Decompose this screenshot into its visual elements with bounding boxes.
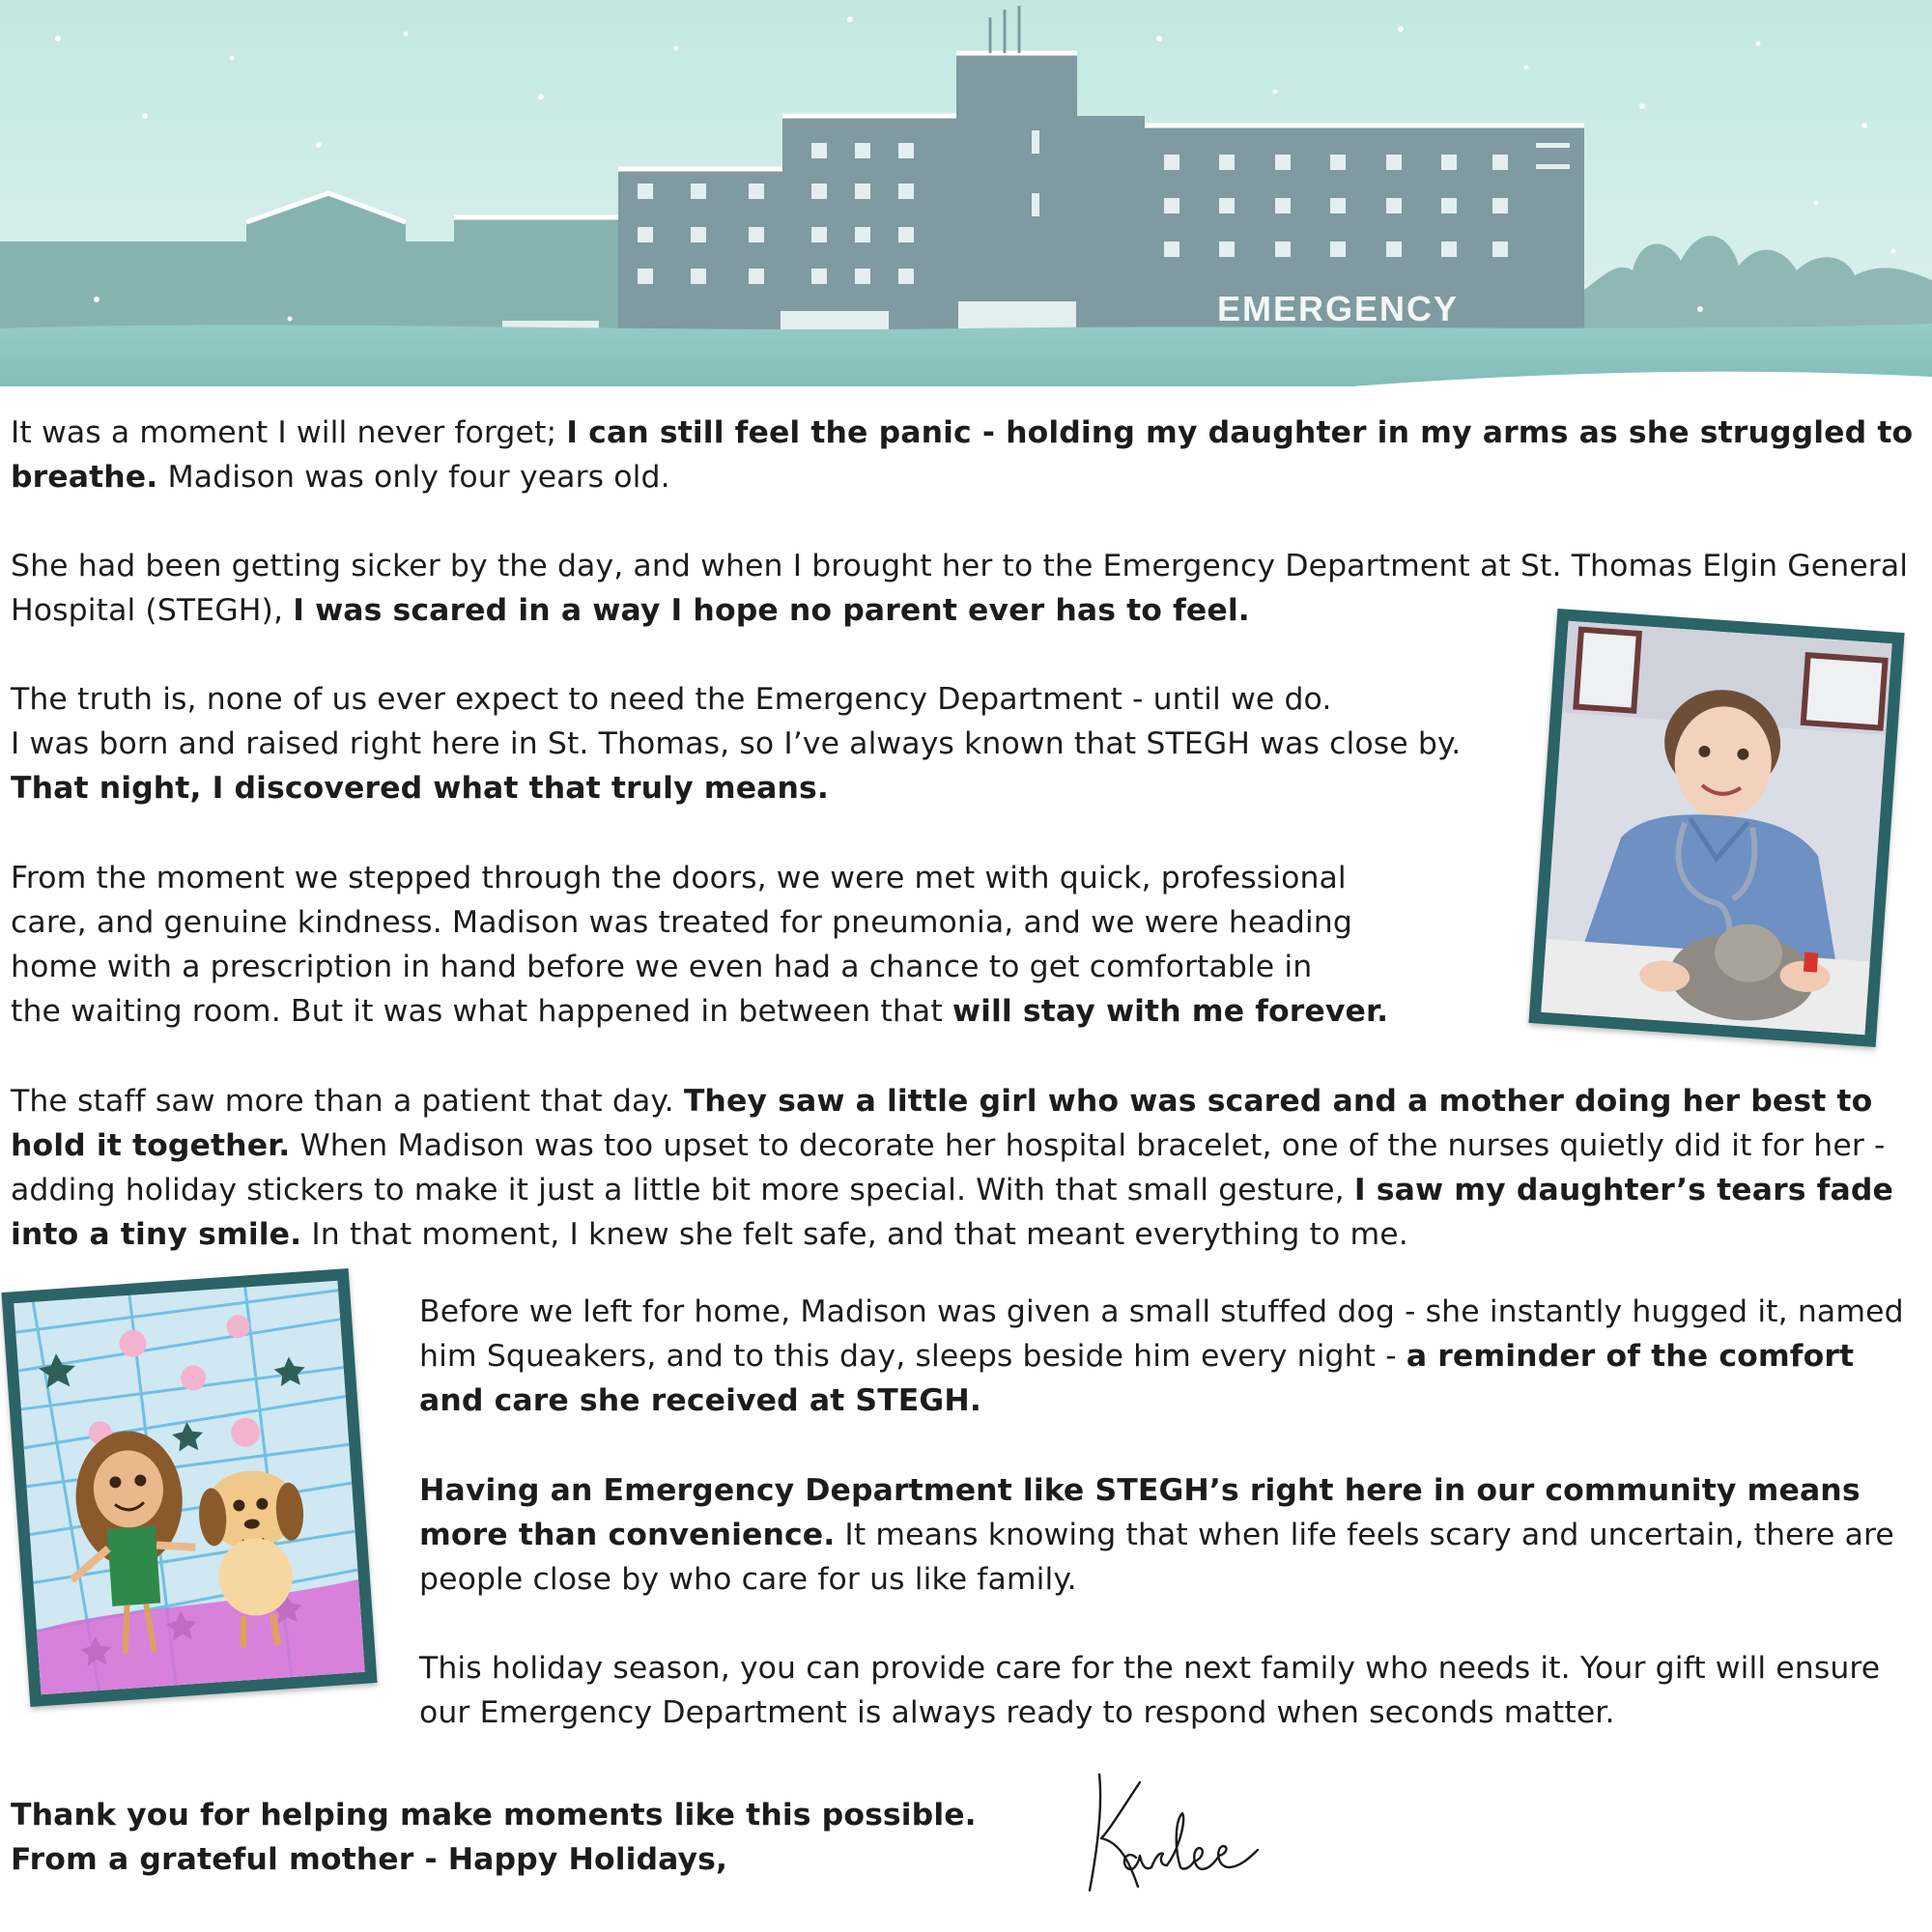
- paragraph-text: From the moment we stepped through the doors, we were met with quick, professional: [11, 861, 1347, 895]
- paragraph-text: The staff saw more than a patient that day.: [11, 1084, 684, 1119]
- story-paragraph-6: [419, 1290, 1918, 1423]
- hospital-illustration: [0, 0, 1932, 386]
- paragraph-text: care, and genuine kindness. Madison was treated for pneumonia, and we were heading: [11, 905, 1352, 940]
- paragraph-text: home with a prescription in hand before we even had a chance to get comfortable in: [11, 950, 1313, 984]
- paragraph-emphasis: That night, I discovered what that truly means.: [11, 771, 829, 806]
- story-paragraph-8: [419, 1646, 1918, 1735]
- signature-karlee: [1082, 1753, 1275, 1908]
- paragraph-text: It was a moment I will never forget;: [11, 415, 567, 450]
- child-drawing: [1, 1268, 377, 1707]
- emergency-sign: EMERGENCY: [1216, 289, 1460, 328]
- paragraph-emphasis: They saw a little girl who was scared and a mother doing her best to hold it together.: [11, 1084, 1873, 1163]
- paragraph-text: In that moment, I knew she felt safe, and that meant everything to me.: [301, 1217, 1408, 1252]
- paragraph-text: Madison was only four years old.: [157, 460, 670, 495]
- paragraph-text: It means knowing that when life feels scary and uncertain, there are people close by who care for us like family.: [419, 1518, 1894, 1597]
- madison-photo: [1528, 609, 1904, 1047]
- paragraph-text: This holiday season, you can provide care for the next family who needs it. Your gift will ensure our Emergency Department is always ready to respond when seconds matter.: [419, 1651, 1881, 1730]
- paragraph-emphasis: Having an Emergency Department like STEGH’s right here in our community means more than convenience.: [419, 1473, 1861, 1552]
- paragraph-emphasis: a reminder of the comfort and care she received at STEGH.: [419, 1339, 1855, 1418]
- story-paragraph-3: [11, 677, 1576, 810]
- paragraph-text: Before we left for home, Madison was given a small stuffed dog - she instantly hugged it, named him Squeakers, and to this day, sleeps beside him every night -: [419, 1294, 1904, 1374]
- drawing-illustration: [14, 1281, 365, 1694]
- paragraph-emphasis: will stay with me forever.: [952, 994, 1389, 1029]
- story-paragraph-5: [11, 1079, 1918, 1257]
- closing-line-2: From a grateful mother - Happy Holidays,: [11, 1842, 728, 1877]
- story-paragraph-4: [11, 856, 1537, 1034]
- child-photo-illustration: [1541, 621, 1892, 1035]
- paragraph-text: She had been getting sicker by the day, and when I brought her to the Emergency Department at St. Thomas Elgin General Hospital (STEGH),: [11, 549, 1909, 628]
- story-paragraph-1: [11, 411, 1918, 499]
- closing-text: [11, 1793, 1073, 1882]
- story-paragraph-7: [419, 1468, 1918, 1602]
- paragraph-emphasis: I saw my daughter’s tears fade into a tiny smile.: [11, 1173, 1893, 1252]
- paragraph-emphasis: I can still feel the panic - holding my daughter in my arms as she struggled to breathe.: [11, 415, 1914, 495]
- paragraph-text: I was born and raised right here in St. Thomas, so I’ve always known that STEGH was close by.: [11, 726, 1462, 761]
- paragraph-text: the waiting room. But it was what happened in between that: [11, 994, 952, 1029]
- paragraph-text: When Madison was too upset to decorate her hospital bracelet, one of the nurses quietly did it for her - adding holiday stickers to make it just a little bit more special. With that small gesture,: [11, 1128, 1886, 1208]
- paragraph-text: The truth is, none of us ever expect to need the Emergency Department - until we do.: [11, 682, 1332, 717]
- closing-line-1: Thank you for helping make moments like this possible.: [11, 1798, 977, 1833]
- paragraph-emphasis: I was scared in a way I hope no parent ever has to feel.: [293, 593, 1250, 628]
- hospital-banner: [0, 0, 1932, 386]
